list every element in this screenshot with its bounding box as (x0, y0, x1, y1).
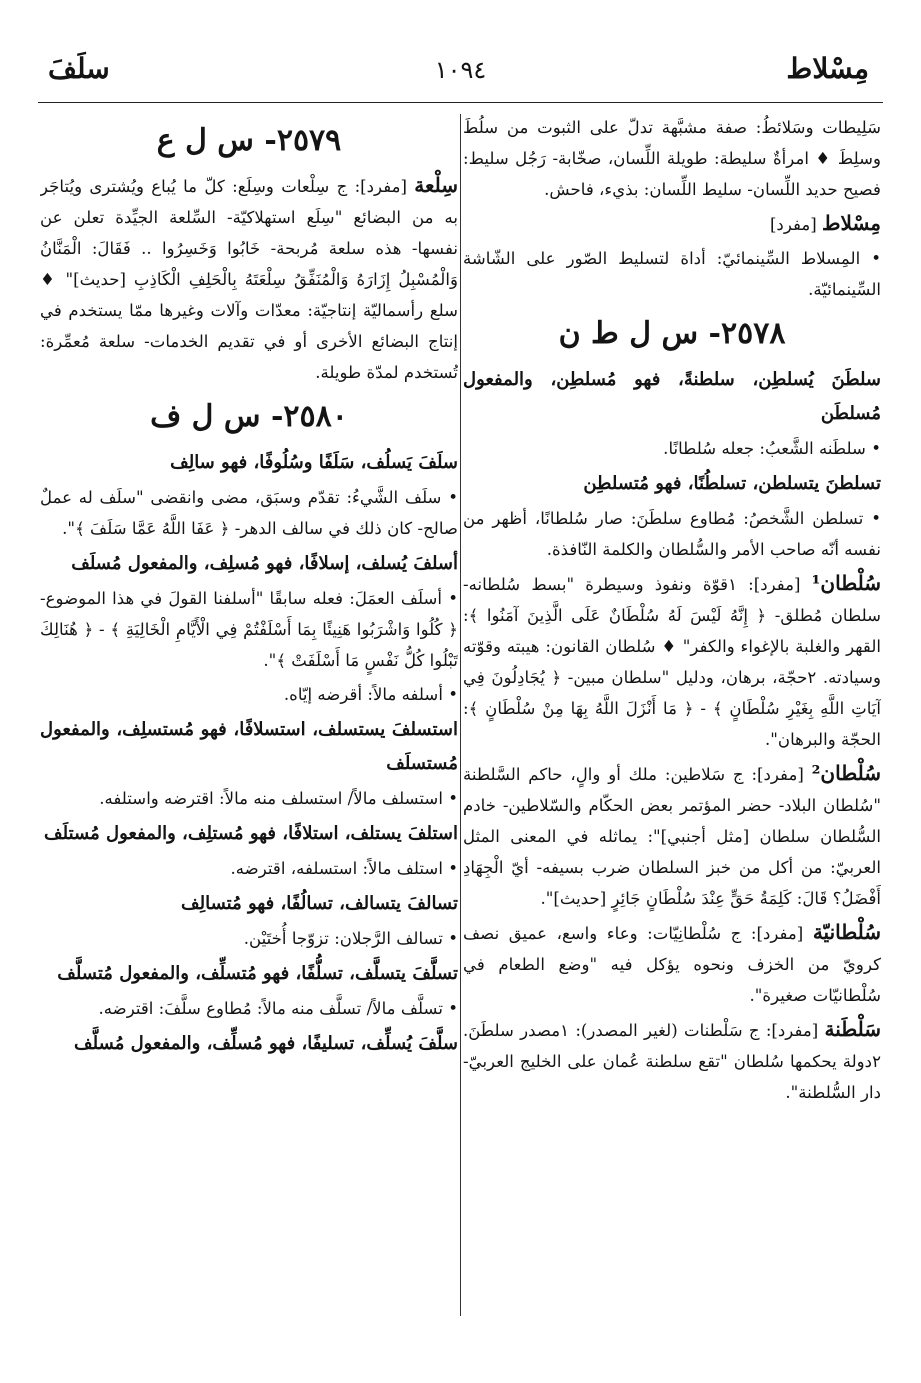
noun-entry (463, 568, 881, 755)
entry-definition: [مفرد]: ج سُلْطانِيّات: وعاء واسع، عميق نصف كرويّ من الخزف ونحوه يؤكل فيه "وضع الطعام في سُلْطانيّات صغيرة". (463, 924, 881, 1005)
verb-lemma: استلفَ يستلف، استلافًا، فهو مُستلِف، والمفعول مُستلَف (44, 823, 458, 844)
noun-entry (463, 758, 881, 914)
verb-lemma: سلَّفَ يُسلِّف، تسليفًا، فهو مُسلِّف، والمفعول مُسلَّف (74, 1033, 458, 1054)
headword: سِلْعة (414, 173, 458, 197)
verb-lemma: تسلَّفَ يتسلَّف، تسلُّفًا، فهو مُتسلِّف، والمفعول مُتسلَّف (57, 963, 458, 984)
verb-lemma: سلَفَ يَسلُف، سَلَفًا وسُلُوفًا، فهو سالِف (170, 452, 458, 473)
entry-definition: [مفرد]: ج سِلْعات وسِلَع: كلّ ما يُباع ويُشترى ويُتاجَر به من البضائع "سِلَع استهلاكيّة- السِّلعة الجيِّدة تعلن عن نفسها- هذه سلعة مُربحة- خَابُوا وَخَسِرُوا .. فَقَالَ: الْمَنَّانُ وَالْمُسْبِلُ إِزَارَهُ وَالْمُنَفِّقُ سِلْعَتَهُ بِالْحَلِفِ الْكَاذِبِ [حديث]" ♦ سلع رأسماليّة إنتاجيّة: معدّات وآلات وغيرها ممّا يستخدم في إنتاج البضائع الأخرى أو في تقديم الخدمات- سلعة مُعمِّرة: تُستخدم لمدّة طويلة. (40, 177, 458, 382)
root-heading: ٢٥٧٨- س ل ط ن (558, 316, 786, 351)
entry-text: • أسلَف العمَلَ: فعله سابقًا "أسلفنا القولَ في هذا الموضوع- ﴿ كُلُوا وَاشْرَبُوا هَنِيئًا بِمَا أَسْلَفْتُمْ فِي الْأَيَّامِ الْخَالِيَةِ ﴾ - ﴿ هُنَالِكَ تَبْلُوا كُلُّ نَفْسٍ مَا أَسْلَفَتْ ﴾". (40, 589, 458, 670)
entry-text: سَلِيطات وسَلائطُ: صفة مشبَّهة تدلّ على الثبوت من سلُطَ وسلِطَ ♦ امرأةٌ سليطة: طويلة اللِّسان، صخّابة- رَجُل سليط: فصيح حديد اللِّسان- سليط اللِّسان: بذيء، فاحش. (463, 118, 881, 199)
entry-text: • تسلَّف مالاً/ تسلَّف منه مالاً: مُطاوع سلَّفَ: اقترضه. (98, 999, 458, 1018)
noun-entry (40, 170, 458, 388)
entry-text: • سلَف الشَّيءُ: تقدّم وسبَق، مضى وانقضى "سلَف له عملٌ صالح- كان ذلك في سالف الدهر- ﴿ عَفَا اللَّهُ عَمَّا سَلَفَ ﴾". (40, 488, 458, 538)
entry-text: • تسلطن الشَّخصُ: مُطاوع سلطَنَ: صار سُلطانًا، أظهر من نفسه أنّه صاحب الأمر والسُّلطان والكلمة النّافذة. (463, 509, 881, 559)
entry-text: • استسلف مالاً/ استسلف منه مالاً: اقترضه واستلفه. (99, 789, 458, 808)
verb-lemma: تسالفَ يتسالف، تسالُفًا، فهو مُتسالِف (180, 893, 458, 914)
verb-lemma: سلطَنَ يُسلطِن، سلطنةً، فهو مُسلطِن، والمفعول مُسلطَن (463, 369, 881, 424)
entry-definition: [مفرد]: ج سَلاطين: ملك أو والٍ، حاكم السَّلطنة "سُلطان البلاد- حضر المؤتمر بعض الحكّام والسّلاطين- خادم السُّلطان سلطان [مثل أجنبي]": يماثله في المعنى المثل العربيّ: من أكل من خبز السلطان ضرب بسيفه- أيّ الْجِهَادِ أَفْضَلُ؟ قَالَ: كَلِمَةُ حَقٍّ عِنْدَ سُلْطَانٍ جَائِرٍ [حديث]". (463, 765, 881, 908)
pos-tag: [مفرد] (769, 215, 817, 234)
verb-lemma: أسلفَ يُسلف، إسلافًا، فهو مُسلِف، والمفعول مُسلَف (71, 553, 458, 574)
entry-definition: [مفرد]: ج سَلْطنات (لغير المصدر): ١مصدر سلطَنَ. ٢دولة يحكمها سُلطان "تقع سلطنة عُمان على الخليج العربيّ- دار السُّلطنة". (463, 1021, 881, 1102)
headword: سَلْطَنة (824, 1017, 881, 1041)
verb-lemma: استسلفَ يستسلف، استسلافًا، فهو مُستسلِف، والمفعول مُستسلَف (40, 719, 458, 774)
noun-entry (463, 917, 881, 1011)
header-first-word: مِسْلاط (786, 52, 869, 85)
headword: سُلْطان² (811, 761, 881, 785)
entry-text: • سلطَنه الشَّعبُ: جعله سُلطانًا. (663, 439, 881, 458)
headword: سُلْطانيّة (812, 920, 881, 944)
root-heading: ٢٥٨٠- س ل ف (150, 399, 348, 434)
headword: سُلْطان¹ (811, 571, 881, 595)
entry-text: • استلف مالاً: استسلفه، اقترضه. (230, 859, 458, 878)
root-heading: ٢٥٧٩- س ل ع (156, 123, 342, 158)
header-rule (38, 102, 883, 103)
headword: مِسْلاط (822, 211, 881, 235)
header-last-word: سلَفَ (48, 52, 110, 85)
entry-text: • المِسلاط السِّينمائيّ: أداة لتسليط الصّور على الشّاشة السِّينمائيّة. (463, 249, 881, 299)
noun-entry (463, 1014, 881, 1108)
verb-lemma: تسلطنَ يتسلطن، تسلطُنًا، فهو مُتسلطِن (583, 473, 881, 494)
entry-headword-line (463, 208, 881, 240)
entry-definition: [مفرد]: ١قوّة ونفوذ وسيطرة "بسط سُلطانه- سلطان مُطلق- ﴿ إِنَّهُ لَيْسَ لَهُ سُلْطَانٌ عَلَى الَّذِينَ آمَنُوا ﴾: القهر والغلبة بالإغواء والكفر" ♦ سُلطان القانون: هيبته وقوّته وسيادته. ٢حجّة، برهان، ودليل "سلطان مبين- ﴿ يُجَادِلُونَ فِي آيَاتِ اللَّهِ بِغَيْرِ سُلْطَانٍ ﴾ - ﴿ مَا أَنْزَلَ اللَّهُ بِهَا مِنْ سُلْطَانٍ ﴾: الحجّة والبرهان". (463, 575, 881, 749)
entry-text: • تسالف الرَّجلان: تزوّجا أُختَيْن. (243, 929, 458, 948)
column-divider (460, 114, 461, 1316)
left-column (40, 112, 458, 1302)
entry-text: • أسلفه مالاً: أقرضه إيّاه. (283, 685, 458, 704)
page-number: ١٠٩٤ (434, 56, 487, 84)
right-column (463, 112, 881, 1302)
page-header (34, 52, 887, 96)
